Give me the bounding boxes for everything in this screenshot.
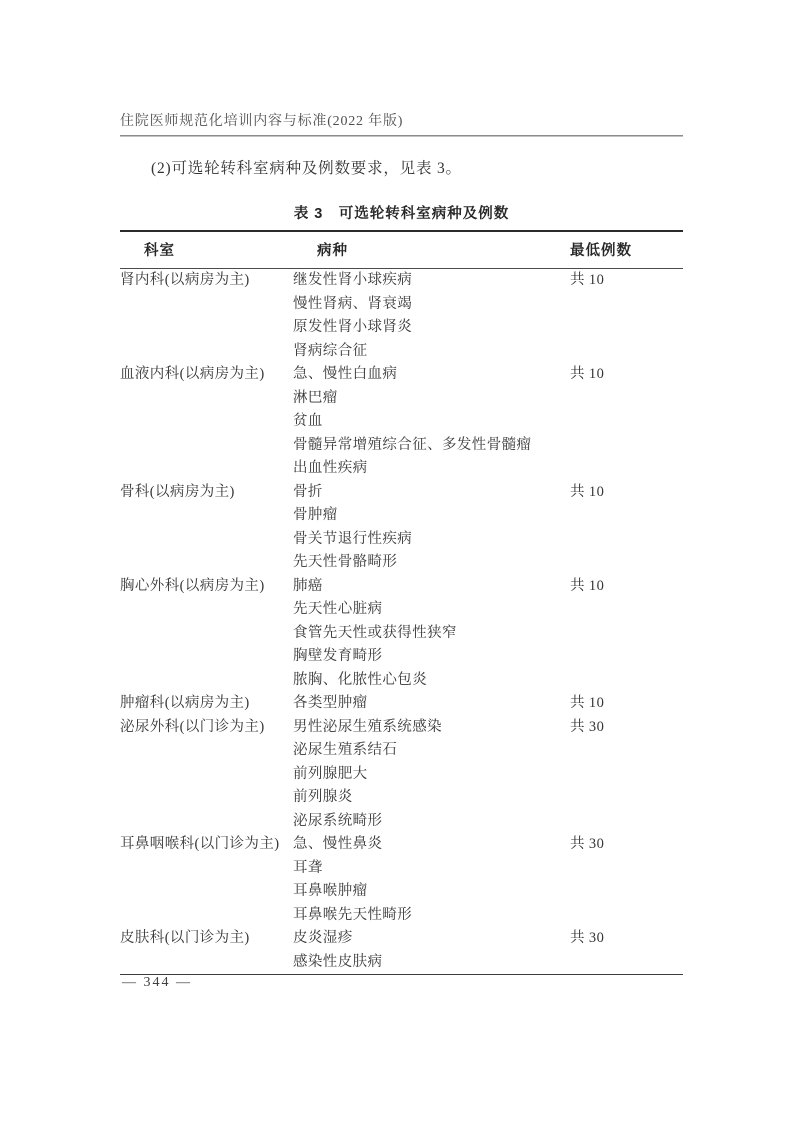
disease-line: 继发性肾小球疾病	[293, 272, 413, 288]
disease-line: 原发性肾小球肾炎	[293, 319, 413, 335]
disease-line: 前列腺炎	[293, 789, 353, 805]
disease-line: 肺癌	[293, 577, 323, 594]
disease-line: 骨折	[293, 483, 323, 500]
department-cell: 耳鼻咽喉科(以门诊为主)	[120, 836, 280, 852]
table-row	[120, 692, 683, 716]
column-header-min-cases: 最低例数	[570, 243, 632, 259]
disease-line: 出血性疾病	[293, 460, 368, 476]
disease-line: 急、慢性白血病	[293, 366, 398, 382]
case-table	[120, 202, 683, 975]
disease-line: 骨肿瘤	[293, 507, 338, 523]
table-row	[120, 481, 683, 575]
department-cell: 胸心外科(以病房为主)	[120, 577, 265, 594]
disease-line: 泌尿生殖系结石	[293, 742, 398, 758]
disease-line: 先天性骨骼畸形	[293, 554, 398, 570]
min-cases-cell: 共 10	[570, 272, 605, 288]
table-header-row	[120, 232, 683, 268]
disease-line: 肾病综合征	[293, 342, 368, 359]
min-cases-cell: 共 10	[570, 695, 605, 711]
disease-cell	[293, 927, 570, 974]
disease-line: 骨关节退行性疾病	[293, 530, 413, 547]
column-header-department: 科室	[144, 243, 175, 259]
table-row	[120, 716, 683, 834]
min-cases-cell: 共 30	[570, 930, 605, 946]
disease-line: 慢性肾病、肾衰竭	[293, 295, 413, 312]
disease-line: 食管先天性或获得性狭窄	[293, 624, 457, 641]
disease-cell	[293, 363, 570, 481]
running-header-rule	[120, 135, 683, 137]
disease-line: 皮炎湿疹	[293, 930, 353, 946]
disease-cell	[293, 269, 570, 363]
disease-cell	[293, 575, 570, 693]
disease-cell	[293, 481, 570, 575]
disease-line: 男性泌尿生殖系统感染	[293, 718, 442, 735]
department-cell: 泌尿外科(以门诊为主)	[120, 718, 265, 735]
table-row	[120, 269, 683, 363]
department-cell: 血液内科(以病房为主)	[120, 366, 265, 382]
page-number: — 344 —	[122, 975, 192, 990]
department-cell: 肿瘤科(以病房为主)	[120, 695, 250, 711]
table-bottom-rule	[120, 974, 683, 975]
min-cases-cell: 共 30	[570, 718, 605, 735]
table-row	[120, 363, 683, 481]
disease-line: 耳鼻喉先天性畸形	[293, 906, 413, 923]
table-row	[120, 833, 683, 927]
disease-line: 泌尿系统畸形	[293, 812, 383, 829]
min-cases-cell: 共 10	[570, 366, 605, 382]
disease-line: 耳聋	[293, 859, 323, 876]
min-cases-cell: 共 10	[570, 483, 605, 500]
min-cases-cell: 共 30	[570, 836, 605, 852]
disease-line: 感染性皮肤病	[293, 953, 383, 970]
disease-line: 脓胸、化脓性心包炎	[293, 671, 428, 688]
disease-line: 耳鼻喉肿瘤	[293, 883, 368, 899]
disease-line: 骨髓异常增殖综合征、多发性骨髓瘤	[293, 436, 532, 453]
disease-line: 急、慢性鼻炎	[293, 836, 383, 852]
table-row	[120, 575, 683, 693]
department-cell: 肾内科(以病房为主)	[120, 272, 250, 288]
disease-line: 淋巴瘤	[293, 389, 338, 406]
disease-cell	[293, 692, 570, 716]
running-header: 住院医师规范化培训内容与标准(2022 年版)	[120, 114, 404, 129]
department-cell: 骨科(以病房为主)	[120, 483, 235, 500]
disease-line: 先天性心脏病	[293, 601, 383, 617]
column-header-disease: 病种	[317, 243, 348, 259]
table-row	[120, 927, 683, 974]
disease-line: 前列腺肥大	[293, 765, 368, 782]
department-cell: 皮肤科(以门诊为主)	[120, 930, 250, 946]
disease-line: 各类型肿瘤	[293, 695, 368, 711]
disease-line: 胸壁发育畸形	[293, 648, 383, 664]
table-body	[120, 269, 683, 974]
min-cases-cell: 共 10	[570, 577, 605, 594]
table-title: 表 3 可选轮转科室病种及例数	[293, 206, 510, 222]
disease-line: 贫血	[293, 413, 323, 429]
disease-cell	[293, 716, 570, 834]
intro-paragraph: (2)可选轮转科室病种及例数要求，见表 3。	[151, 160, 462, 177]
disease-cell	[293, 833, 570, 927]
